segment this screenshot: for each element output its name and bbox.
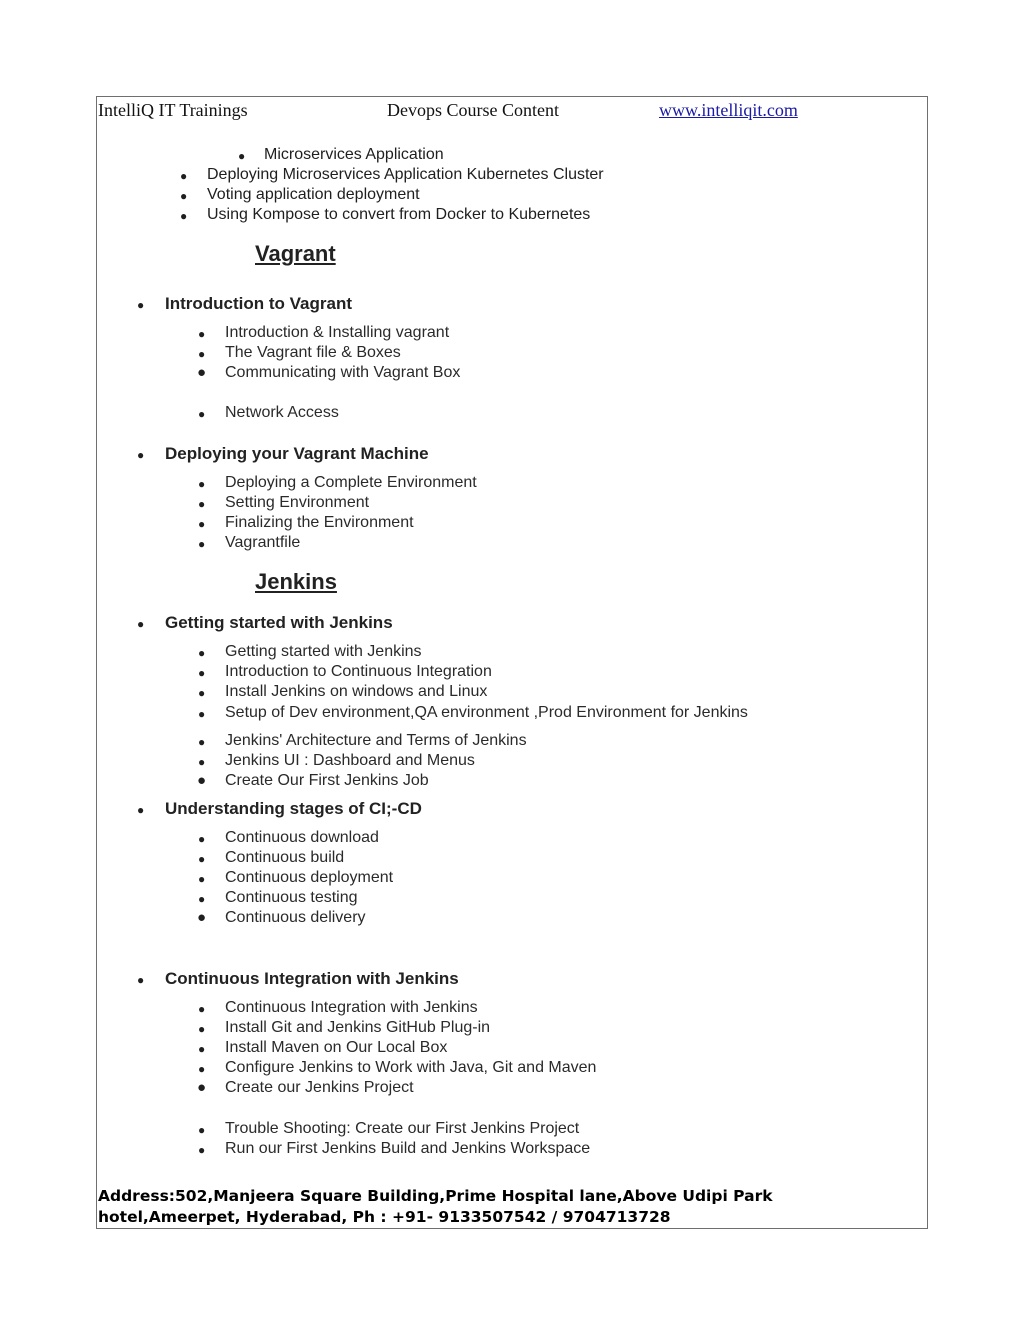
- bullet-icon: ●: [198, 707, 206, 721]
- list-item: Getting started with Jenkins: [225, 643, 422, 660]
- bullet-icon: ●: [137, 803, 145, 817]
- bullet-icon: ●: [198, 872, 206, 886]
- bullet-icon: ●: [180, 169, 188, 183]
- list-item: Jenkins UI : Dashboard and Menus: [225, 752, 475, 769]
- list-item: Install Jenkins on windows and Linux: [225, 683, 488, 700]
- bullet-icon: ●: [198, 1143, 206, 1157]
- bullet-icon: ●: [198, 1042, 206, 1056]
- list-item: The Vagrant file & Boxes: [225, 344, 401, 361]
- list-item: Trouble Shooting: Create our First Jenkins Project: [225, 1120, 580, 1137]
- bullet-icon: ●: [198, 755, 206, 769]
- bullet-icon: ●: [198, 892, 206, 906]
- list-item: Network Access: [225, 404, 339, 421]
- bullet-icon: ●: [197, 1079, 207, 1096]
- list-item: Deploying a Complete Environment: [225, 474, 477, 491]
- topic-heading: Introduction to Vagrant: [165, 294, 352, 313]
- footer-line-2: hotel,Ameerpet, Hyderabad, Ph : +91- 9133507542 / 9704713728: [98, 1208, 671, 1226]
- bullet-icon: ●: [198, 517, 206, 531]
- bullet-icon: ●: [198, 852, 206, 866]
- bullet-icon: ●: [198, 1022, 206, 1036]
- bullet-icon: ●: [198, 1123, 206, 1137]
- bullet-icon: ●: [197, 772, 207, 789]
- list-item: Microservices Application: [264, 146, 444, 163]
- list-item: Continuous download: [225, 829, 379, 846]
- topic-heading: Deploying your Vagrant Machine: [165, 444, 429, 463]
- bullet-icon: ●: [137, 298, 145, 312]
- list-item: Finalizing the Environment: [225, 514, 414, 531]
- list-item: Run our First Jenkins Build and Jenkins Workspace: [225, 1140, 591, 1157]
- list-item: Setting Environment: [225, 494, 370, 511]
- list-item: Create our Jenkins Project: [225, 1079, 414, 1096]
- bullet-icon: ●: [137, 617, 145, 631]
- bullet-icon: ●: [198, 646, 206, 660]
- bullet-icon: ●: [137, 448, 145, 462]
- list-item: Continuous testing: [225, 889, 358, 906]
- bullet-icon: ●: [198, 407, 206, 421]
- bullet-icon: ●: [198, 347, 206, 361]
- footer-line-1: Address:502,Manjeera Square Building,Prime Hospital lane,Above Udipi Park: [98, 1187, 773, 1205]
- list-item: Configure Jenkins to Work with Java, Git and Maven: [225, 1059, 597, 1076]
- list-item: Continuous build: [225, 849, 345, 866]
- bullet-icon: ●: [197, 364, 207, 381]
- bullet-icon: ●: [198, 1002, 206, 1016]
- list-item: Create Our First Jenkins Job: [225, 772, 429, 789]
- bullet-icon: ●: [197, 909, 207, 926]
- list-item: Setup of Dev environment,QA environment ,Prod Environment for Jenkins: [225, 704, 748, 721]
- footer-address: [98, 1186, 918, 1228]
- topic-heading: Continuous Integration with Jenkins: [165, 969, 459, 988]
- bullet-icon: ●: [198, 686, 206, 700]
- list-item: Using Kompose to convert from Docker to Kubernetes: [207, 206, 591, 223]
- section-title-jenkins: Jenkins: [255, 569, 337, 594]
- section-title-vagrant: Vagrant: [255, 241, 336, 266]
- list-item: Voting application deployment: [207, 186, 420, 203]
- list-item: Jenkins' Architecture and Terms of Jenkins: [225, 732, 527, 749]
- bullet-icon: ●: [180, 209, 188, 223]
- page-header: [98, 100, 918, 124]
- bullet-icon: ●: [198, 832, 206, 846]
- bullet-icon: ●: [137, 973, 145, 987]
- list-item: Vagrantfile: [225, 534, 301, 551]
- list-item: Communicating with Vagrant Box: [225, 364, 461, 381]
- header-title: Devops Course Content: [387, 100, 559, 120]
- bullet-icon: ●: [238, 149, 246, 163]
- bullet-icon: ●: [198, 477, 206, 491]
- list-item: Continuous delivery: [225, 909, 366, 926]
- bullet-icon: ●: [198, 1062, 206, 1076]
- bullet-icon: ●: [180, 189, 188, 203]
- bullet-icon: ●: [198, 537, 206, 551]
- list-item: Introduction & Installing vagrant: [225, 324, 450, 341]
- list-item: Continuous deployment: [225, 869, 394, 886]
- list-item: Install Git and Jenkins GitHub Plug-in: [225, 1019, 491, 1036]
- topic-heading: Understanding stages of CI;-CD: [165, 799, 422, 818]
- bullet-icon: ●: [198, 666, 206, 680]
- list-item: Introduction to Continuous Integration: [225, 663, 492, 680]
- bullet-icon: ●: [198, 735, 206, 749]
- list-item: Continuous Integration with Jenkins: [225, 999, 478, 1016]
- topic-heading: Getting started with Jenkins: [165, 613, 393, 632]
- list-item: Deploying Microservices Application Kubernetes Cluster: [207, 166, 604, 183]
- header-company: IntelliQ IT Trainings: [98, 100, 248, 120]
- header-website-link[interactable]: www.intelliqit.com: [659, 100, 798, 120]
- list-item: Install Maven on Our Local Box: [225, 1039, 448, 1056]
- bullet-icon: ●: [198, 497, 206, 511]
- bullet-icon: ●: [198, 327, 206, 341]
